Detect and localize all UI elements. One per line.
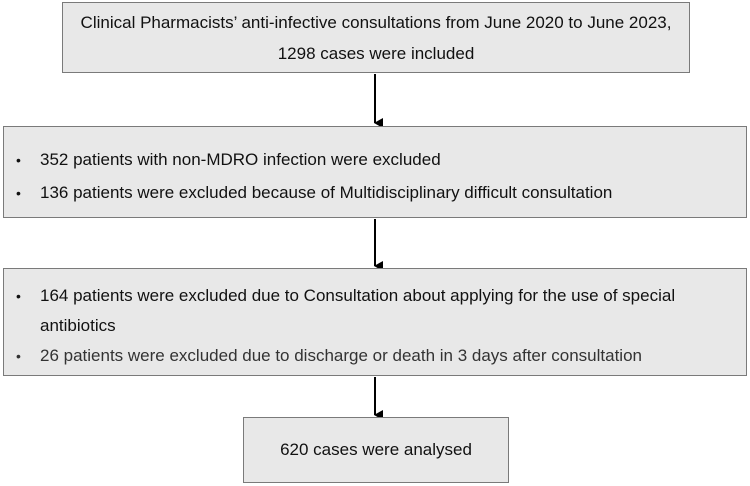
bullet-icon: • [16, 152, 21, 168]
bullet-text: 352 patients with non-MDRO infection were excluded [40, 150, 441, 169]
bullet-icon: • [16, 348, 21, 364]
bullet-icon: • [16, 185, 21, 201]
bullet-text: 136 patients were excluded because of Multidisciplinary difficult consultation [40, 183, 613, 202]
step-2-box [3, 126, 747, 218]
bullet-text: 26 patients were excluded due to discharge or death in 3 days after consultation [40, 346, 642, 365]
result-text: cases were analysed [313, 440, 472, 459]
bullet-icon: • [16, 288, 21, 304]
step-3-bullets [14, 281, 736, 371]
list-item [14, 341, 736, 371]
list-item [14, 281, 736, 341]
bullet-text: 164 patients were excluded due to Consultation about applying for the use of special antibiotics [40, 286, 676, 335]
step-4-box [243, 417, 509, 483]
list-item [14, 145, 736, 175]
list-item [14, 178, 736, 208]
step-1-text: Clinical Pharmacists’ anti-infective consultations from June 2020 to June 2023, 1298 cases were included [80, 12, 672, 63]
step-2-bullets [14, 145, 736, 208]
step-3-box [3, 268, 747, 376]
result-count: 620 [280, 440, 309, 459]
